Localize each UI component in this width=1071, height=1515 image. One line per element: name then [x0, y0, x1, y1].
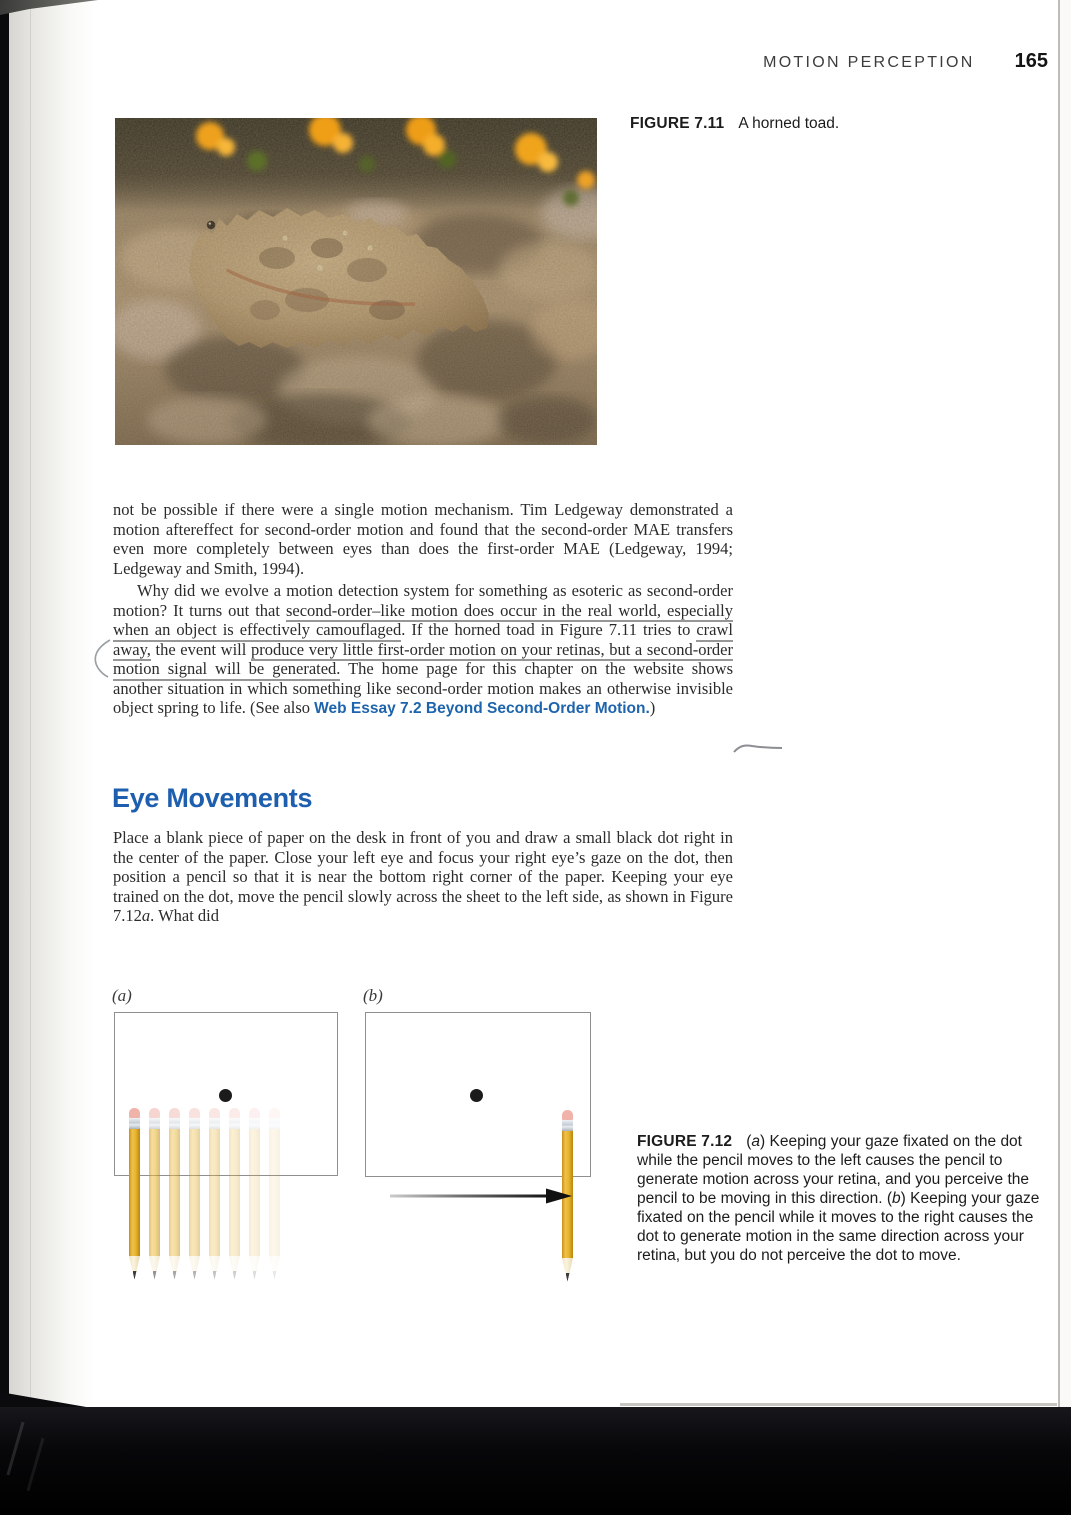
text-run: The home page for this chapter on the website shows another situation in which something like second-order motion makes an otherwise invisible object spring to life. (See also [113, 659, 733, 717]
figure-7-12-caption [637, 1132, 1049, 1265]
figure-7-11-photo [115, 118, 597, 445]
text-run: the event will [150, 639, 251, 659]
italic-letter: a [751, 1133, 761, 1150]
text-run: . If the horned toad in Figure 7.11 tries to [401, 620, 697, 639]
pencil-underlined-text: produce very little first-order motion on your retinas, but a second-order motion signal will be generated. [113, 640, 733, 681]
text-run: ( [746, 1133, 752, 1150]
web-essay-link-text: Web Essay 7.2 Beyond Second-Order Motion. [314, 700, 650, 717]
page-number: 165 [1014, 50, 1048, 72]
fixation-dot-a [219, 1089, 232, 1102]
pencil-ghost [169, 1108, 180, 1280]
pencil-ghost [249, 1108, 260, 1280]
pencil-body [129, 1129, 140, 1256]
main-text-column [113, 500, 733, 719]
page-right-edge [1058, 0, 1071, 1407]
book-spine-edge [0, 0, 9, 1515]
figure-7-11-caption [630, 114, 1030, 133]
text-run: Why did we evolve a motion detection system for something as esoteric as second-order motion? It turns out that [113, 581, 733, 620]
pencil [129, 1108, 140, 1280]
pencil-ghost [269, 1108, 280, 1280]
page-edge-streak [26, 1438, 44, 1492]
pencil-eraser [129, 1108, 140, 1118]
text-run: . What did [150, 906, 220, 925]
pencil-ghost [209, 1108, 220, 1280]
italic-letter: a [141, 906, 151, 925]
page-crease-line [30, 0, 31, 1407]
pencil-tip [129, 1256, 140, 1280]
pencil-ferrule [129, 1118, 140, 1129]
pencil-dash-mark [732, 740, 784, 756]
pencil-ferrule [562, 1120, 573, 1131]
figure-7-11-caption-text: A horned toad. [738, 115, 840, 132]
book-gutter-shadow [9, 0, 95, 1407]
motion-arrow-right [388, 1187, 574, 1205]
text-run: ) Keeping your gaze fixated on the pencil while it moves to the right causes the dot to generate motion in the same direction across your retina, but you do not perceive the dot to move. [637, 1190, 1040, 1264]
pencil-margin-mark [90, 638, 114, 680]
pencil-underlined-text: second-order–like motion does occur in the real world, especially when an object is effectively camouflaged [113, 601, 733, 642]
text-run: Place a blank piece of paper on the desk in front of you and draw a small black dot right in the center of the paper. Close your left eye and focus your right eye’s gaze on the dot, then position a pencil so that it is near the bottom right corner of the paper. Keeping your eye trained on the dot, move the pencil slowly across the sheet to the left side, as shown in Figure 7.12 [113, 828, 733, 925]
page-bottom-edge [620, 1403, 1057, 1406]
panel-b-label: (b) [363, 986, 383, 1005]
panel-a-label: (a) [112, 986, 132, 1005]
figure-7-12-label: FIGURE 7.12 [637, 1133, 733, 1150]
pencil-tip [562, 1258, 573, 1282]
running-head: MOTION PERCEPTION [763, 54, 975, 71]
figure-7-11-label: FIGURE 7.11 [630, 115, 725, 132]
pencil-ghost [149, 1108, 160, 1280]
pencil-eraser [562, 1110, 573, 1120]
paragraph-eye-movements [113, 828, 733, 926]
text-run: ) Keeping your gaze fixated on the dot while the pencil moves to the left causes the pencil to generate motion across your retina, and you perceive the pencil to be moving in this direction. ( [637, 1133, 1030, 1207]
scan-bottom-black-band [0, 1407, 1071, 1515]
text-run: ) [649, 698, 656, 717]
page-header [600, 50, 1048, 73]
italic-letter: b [892, 1190, 901, 1207]
pencil-underlined-text: crawl away, [113, 620, 733, 661]
pencil-ghost [229, 1108, 240, 1280]
pencil-ghost [189, 1108, 200, 1280]
paragraph-mae: not be possible if there were a single motion mechanism. Tim Ledgeway demonstrated a motion aftereffect for second-order motion and found that the second-order MAE transfers even more completely between eyes than does the first-order MAE (Ledgeway, 1994; Ledgeway and Smith, 1994). [113, 500, 733, 578]
paragraph-second-order [113, 581, 733, 719]
fixation-dot-b [470, 1089, 483, 1102]
section-heading-eye-movements: Eye Movements [112, 783, 313, 813]
page-edge-streak [6, 1422, 24, 1476]
